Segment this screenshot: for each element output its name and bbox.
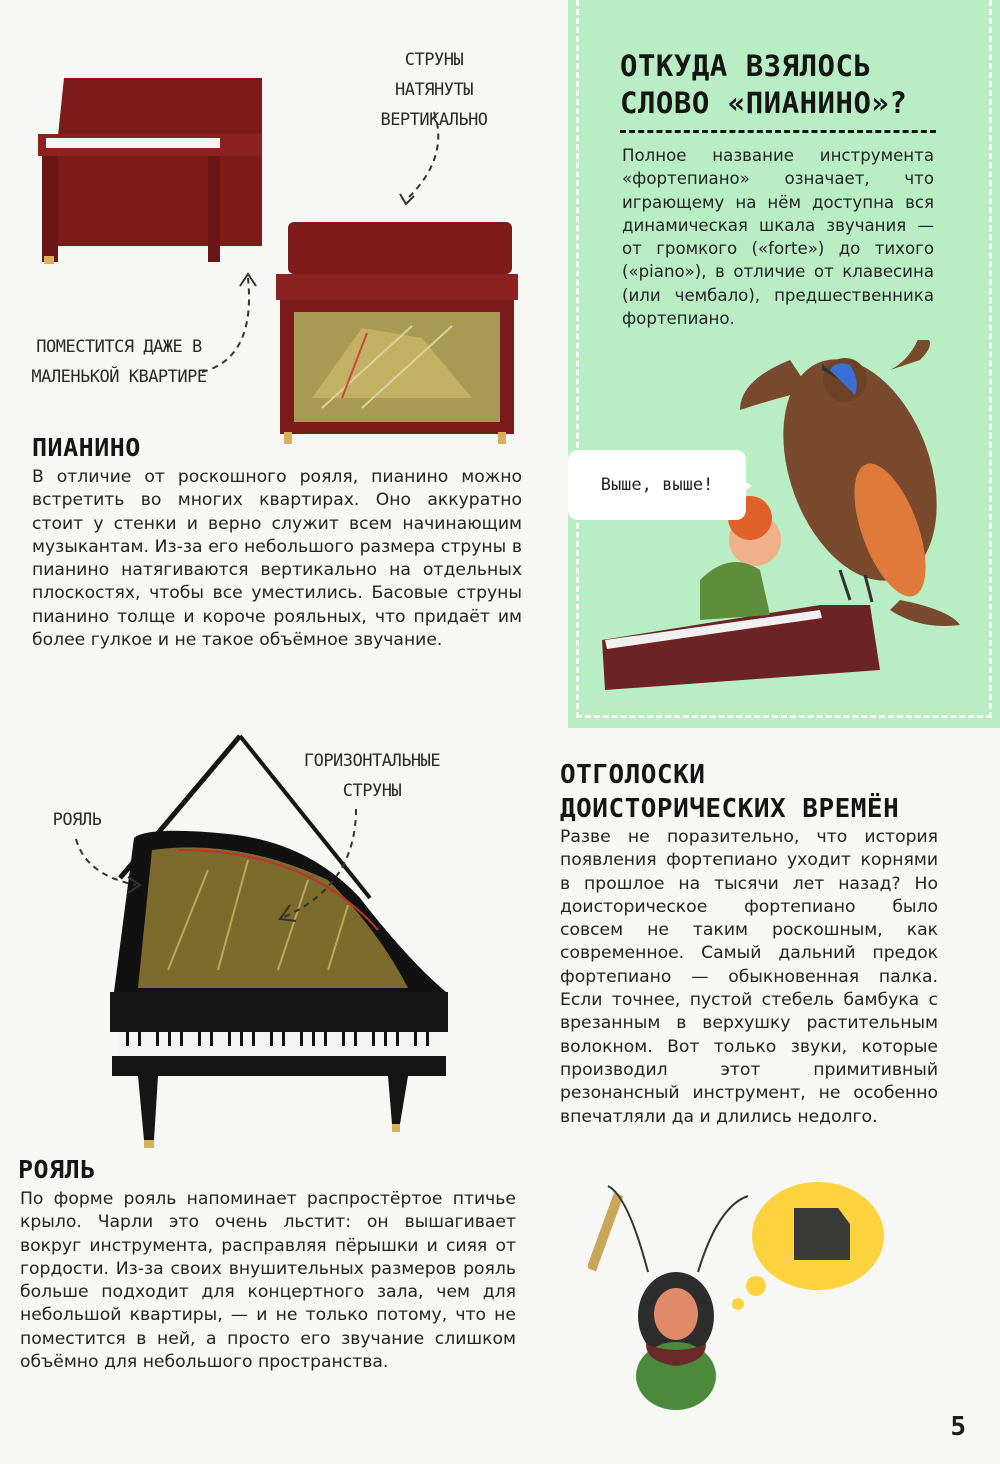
note-grand: РОЯЛЬ [52, 810, 102, 830]
arrow-horizontal-strings [266, 805, 366, 925]
speech-bubble-tail [730, 472, 752, 500]
grand-text: По форме рояль напоминает распростёртое птичье крыло. Чарли это очень льстит: он вышагивает вокруг инструмента, расправляя пёрышки и сияя от гордости. Из-за своих внушительных размеров рояль больше подходит для концертного зала, чем для небольшой квартиры, — и не только потому, что не поместится в ней, а просто его звучание слишком объёмно для небольшого пространства. [20, 1189, 516, 1373]
prehistory-text: Разве не поразительно, что история появления фортепиано уходит корнями в прошлое на тысячи лет назад? Но доисторическое фортепиано было совсем не таким роскошным, как современное. Самый дальний предок фортепиано — обыкновенная палка. Если точнее, пустой стебель бамбука с врезанным в верхушку растительным волокном. Вот только звуки, которые производил этот примитивный резонансный инструмент, не особенно впечатляли да и длились недолго. [560, 827, 938, 1127]
speech-bubble [568, 450, 746, 520]
speech-text: Выше, выше! [600, 475, 714, 495]
cricket-illustration [588, 1176, 918, 1426]
pianino-text: В отличие от роскошного рояля, пианино можно встретить во многих квартирах. Оно аккуратно стоит у стенки и верно служит всем начинающим музыкантам. Из-за его небольшого размера струны в пианино натягиваются вертикально на отдельных плоскостях, чтобы все уместились. Басовые струны пианино толще и короче рояльных, что придаёт им более гулкое и не такое объёмное звучание. [32, 467, 522, 651]
arrow-vertical-strings [394, 108, 454, 208]
arrow-fits-apartment [196, 268, 266, 380]
upright-piano-open-illustration [272, 218, 518, 446]
note-vertical-strings: СТРУНЫ НАТЯНУТЫ ВЕРТИКАЛЬНО [380, 50, 488, 130]
sidebar-text: Полное название инструмента «фортепиано» означает, что играющему на нём доступна вся динамическая шкала звучания — от громкого («forte») до тихого («piano»), в отличие от клавесина (или чембало), предшественника фортепиано. [622, 146, 934, 329]
note-horizontal-strings: ГОРИЗОНТАЛЬНЫЕ СТРУНЫ [303, 751, 441, 801]
sidebar-title: ОТКУДА ВЗЯЛОСЬ СЛОВО «ПИАНИНО»? [620, 49, 908, 120]
upright-piano-small-illustration [36, 70, 268, 266]
page-number: 5 [950, 1412, 966, 1442]
arrow-grand [70, 835, 150, 895]
pianino-title: ПИАНИНО [32, 433, 141, 462]
sidebar-divider [620, 130, 936, 133]
note-fits-apartment: ПОМЕСТИТСЯ ДАЖЕ В МАЛЕНЬКОЙ КВАРТИРЕ [31, 337, 207, 387]
grand-title: РОЯЛЬ [18, 1155, 96, 1184]
prehistory-title: ОТГОЛОСКИ ДОИСТОРИЧЕСКИХ ВРЕМЁН [560, 760, 900, 824]
bird-pianist-illustration [590, 340, 990, 710]
